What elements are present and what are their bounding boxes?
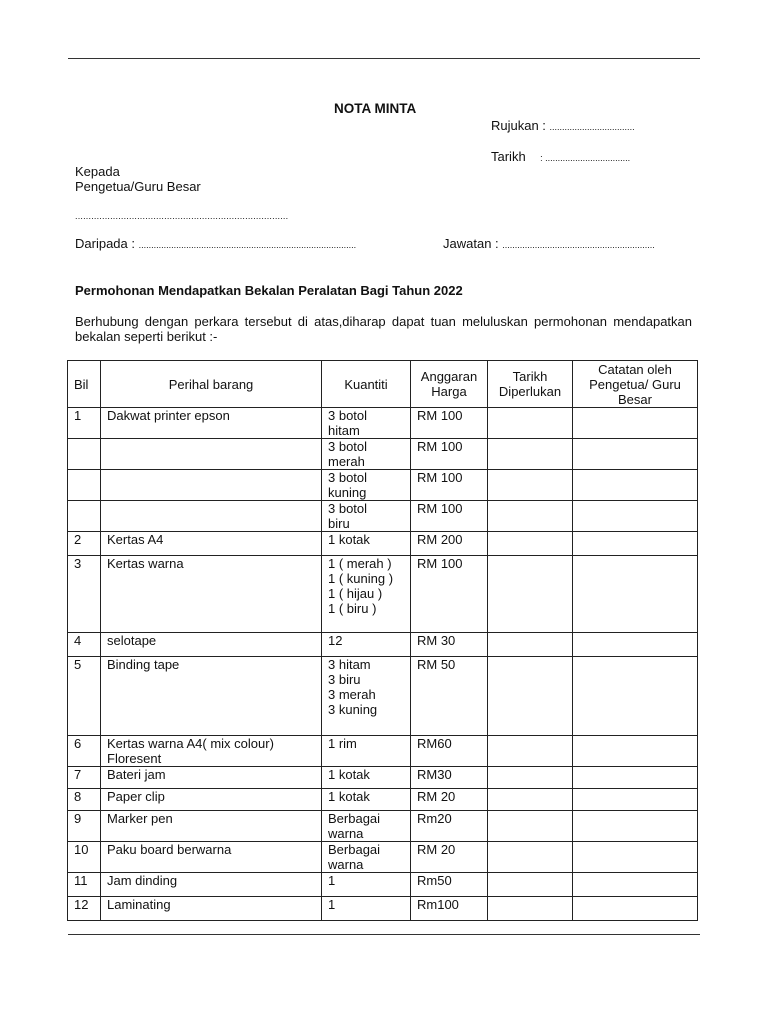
item-cell xyxy=(101,789,322,811)
remarks-cell xyxy=(573,736,698,767)
bil-cell xyxy=(68,811,101,842)
remarks-cell xyxy=(573,532,698,556)
qty-text: Berbagai warna xyxy=(328,811,381,841)
qty-text: 12 xyxy=(328,633,343,648)
remarks-cell xyxy=(573,897,698,921)
subject-heading: Permohonan Mendapatkan Bekalan Peralatan Bagi Tahun 2022 xyxy=(75,283,463,298)
qty-text: 1 kotak xyxy=(328,532,370,547)
qty-text: 3 botol hitam xyxy=(328,408,368,438)
request-table xyxy=(67,360,698,921)
price-cell xyxy=(411,842,488,873)
bil-cell xyxy=(68,470,101,501)
remarks-cell xyxy=(573,873,698,897)
item-text: selotape xyxy=(107,633,157,648)
page-title: NOTA MINTA xyxy=(334,101,417,116)
table-row xyxy=(68,897,698,921)
price-cell xyxy=(411,501,488,532)
bil-cell xyxy=(68,873,101,897)
date-needed-cell xyxy=(488,767,573,789)
bil-cell xyxy=(68,532,101,556)
remarks-cell xyxy=(573,556,698,633)
item-cell xyxy=(101,897,322,921)
qty-text: 1 xyxy=(328,873,336,888)
item-cell xyxy=(101,408,322,439)
qty-cell xyxy=(322,873,411,897)
date-needed-cell xyxy=(488,439,573,470)
recipient-label: Pengetua/Guru Besar xyxy=(75,179,201,194)
qty-text: 1 kotak xyxy=(328,789,370,804)
table-row xyxy=(68,470,698,501)
qty-cell xyxy=(322,470,411,501)
daripada-value: ....................................................................................... xyxy=(138,240,357,250)
qty-cell xyxy=(322,736,411,767)
remarks-cell xyxy=(573,657,698,736)
item-text: Bateri jam xyxy=(107,767,166,782)
table-row xyxy=(68,439,698,470)
qty-cell xyxy=(322,532,411,556)
price-cell xyxy=(411,532,488,556)
daripada-field xyxy=(75,236,356,253)
remarks-cell xyxy=(573,767,698,789)
header-perihal: Perihal barang xyxy=(101,361,322,408)
request-paragraph: Berhubung dengan perkara tersebut di atas,diharap dapat tuan meluluskan permohonan mendapatkan bekalan seperti berikut :- xyxy=(75,314,692,344)
tarikh-label: Tarikh xyxy=(491,149,526,164)
bil-text: 7 xyxy=(74,767,82,782)
item-cell xyxy=(101,842,322,873)
item-text: Dakwat printer epson xyxy=(107,408,230,423)
item-text: Jam dinding xyxy=(107,873,178,888)
price-text: RM30 xyxy=(417,767,452,782)
date-needed-cell xyxy=(488,897,573,921)
qty-text: 1 ( merah ) 1 ( kuning ) 1 ( hijau ) 1 ( biru ) xyxy=(328,556,394,616)
date-needed-cell xyxy=(488,532,573,556)
date-needed-cell xyxy=(488,736,573,767)
tarikh-field xyxy=(491,149,630,166)
date-needed-cell xyxy=(488,470,573,501)
price-cell xyxy=(411,408,488,439)
price-text: RM 30 xyxy=(417,633,456,648)
bil-cell xyxy=(68,408,101,439)
table-row xyxy=(68,767,698,789)
header-kuantiti: Kuantiti xyxy=(322,361,411,408)
item-text: Kertas A4 xyxy=(107,532,164,547)
date-needed-cell xyxy=(488,501,573,532)
qty-cell xyxy=(322,789,411,811)
bil-cell xyxy=(68,657,101,736)
qty-text: Berbagai warna xyxy=(328,842,381,872)
price-text: RM 20 xyxy=(417,842,456,857)
table-row xyxy=(68,501,698,532)
date-needed-cell xyxy=(488,657,573,736)
item-cell xyxy=(101,556,322,633)
remarks-cell xyxy=(573,842,698,873)
bil-text: 1 xyxy=(74,408,82,423)
table-row xyxy=(68,408,698,439)
price-text: RM 200 xyxy=(417,532,463,547)
rujukan-field xyxy=(491,118,635,135)
price-cell xyxy=(411,736,488,767)
header-catatan: Catatan oleh Pengetua/ Guru Besar xyxy=(573,361,698,408)
item-cell xyxy=(101,736,322,767)
date-needed-cell xyxy=(488,556,573,633)
table-row xyxy=(68,873,698,897)
remarks-cell xyxy=(573,470,698,501)
bil-cell xyxy=(68,633,101,657)
bil-text: 3 xyxy=(74,556,82,571)
table-row xyxy=(68,811,698,842)
bil-text: 10 xyxy=(74,842,89,857)
item-text: Paper clip xyxy=(107,789,165,804)
qty-cell xyxy=(322,767,411,789)
table-header-row xyxy=(68,361,698,408)
remarks-cell xyxy=(573,408,698,439)
price-text: RM 100 xyxy=(417,501,463,516)
item-cell xyxy=(101,767,322,789)
remarks-cell xyxy=(573,501,698,532)
rujukan-label: Rujukan : xyxy=(491,118,546,133)
item-text: Paku board berwarna xyxy=(107,842,232,857)
item-cell xyxy=(101,501,322,532)
bil-text: 9 xyxy=(74,811,82,826)
item-cell xyxy=(101,811,322,842)
qty-cell xyxy=(322,501,411,532)
jawatan-value: ............................................................. xyxy=(502,240,655,250)
bil-text: 8 xyxy=(74,789,82,804)
qty-cell xyxy=(322,897,411,921)
date-needed-cell xyxy=(488,842,573,873)
price-text: Rm20 xyxy=(417,811,452,826)
bil-cell xyxy=(68,897,101,921)
bil-text: 12 xyxy=(74,897,89,912)
price-text: RM 20 xyxy=(417,789,456,804)
table-row xyxy=(68,556,698,633)
price-cell xyxy=(411,470,488,501)
remarks-cell xyxy=(573,439,698,470)
date-needed-cell xyxy=(488,789,573,811)
table-row xyxy=(68,736,698,767)
qty-cell xyxy=(322,556,411,633)
item-cell xyxy=(101,633,322,657)
qty-text: 3 botol biru xyxy=(328,501,368,531)
price-text: Rm50 xyxy=(417,873,452,888)
price-cell xyxy=(411,556,488,633)
item-cell xyxy=(101,657,322,736)
item-text: Binding tape xyxy=(107,657,180,672)
date-needed-cell xyxy=(488,633,573,657)
bil-text: 6 xyxy=(74,736,82,751)
bil-text: 4 xyxy=(74,633,82,648)
qty-cell xyxy=(322,408,411,439)
recipient-blank-line: ............................................................................... xyxy=(75,211,289,221)
qty-cell xyxy=(322,633,411,657)
price-cell xyxy=(411,767,488,789)
qty-text: 3 hitam 3 biru 3 merah 3 kuning xyxy=(328,657,378,717)
table-row xyxy=(68,789,698,811)
price-text: RM 50 xyxy=(417,657,456,672)
qty-cell xyxy=(322,657,411,736)
remarks-cell xyxy=(573,633,698,657)
qty-text: 3 botol merah xyxy=(328,439,368,469)
jawatan-field xyxy=(443,236,655,253)
price-cell xyxy=(411,811,488,842)
price-cell xyxy=(411,873,488,897)
header-tarikh: Tarikh Diperlukan xyxy=(488,361,573,408)
bil-text: 5 xyxy=(74,657,82,672)
daripada-label: Daripada : xyxy=(75,236,135,251)
price-cell xyxy=(411,897,488,921)
item-text: Marker pen xyxy=(107,811,173,826)
bil-cell xyxy=(68,789,101,811)
remarks-cell xyxy=(573,789,698,811)
price-cell xyxy=(411,789,488,811)
item-cell xyxy=(101,439,322,470)
rujukan-value: .................................. xyxy=(549,122,635,132)
price-text: RM 100 xyxy=(417,439,463,454)
jawatan-label: Jawatan : xyxy=(443,236,499,251)
header-bil: Bil xyxy=(68,361,101,408)
price-cell xyxy=(411,633,488,657)
date-needed-cell xyxy=(488,408,573,439)
price-text: RM 100 xyxy=(417,408,463,423)
qty-cell xyxy=(322,439,411,470)
bil-cell xyxy=(68,556,101,633)
item-cell xyxy=(101,470,322,501)
bil-cell xyxy=(68,736,101,767)
price-cell xyxy=(411,657,488,736)
table-row xyxy=(68,532,698,556)
top-rule xyxy=(68,58,700,59)
qty-cell xyxy=(322,842,411,873)
bil-cell xyxy=(68,439,101,470)
item-cell xyxy=(101,873,322,897)
bil-text: 11 xyxy=(74,873,88,888)
price-text: RM 100 xyxy=(417,556,463,571)
bil-cell xyxy=(68,767,101,789)
item-cell xyxy=(101,532,322,556)
bottom-rule xyxy=(68,934,700,935)
date-needed-cell xyxy=(488,811,573,842)
bil-cell xyxy=(68,501,101,532)
table-row xyxy=(68,842,698,873)
date-needed-cell xyxy=(488,873,573,897)
price-text: Rm100 xyxy=(417,897,459,912)
price-text: RM60 xyxy=(417,736,452,751)
kepada-label: Kepada xyxy=(75,164,120,179)
price-text: RM 100 xyxy=(417,470,463,485)
qty-text: 3 botol kuning xyxy=(328,470,368,500)
header-anggaran: Anggaran Harga xyxy=(411,361,488,408)
price-cell xyxy=(411,439,488,470)
qty-cell xyxy=(322,811,411,842)
table-row xyxy=(68,657,698,736)
qty-text: 1 rim xyxy=(328,736,357,751)
item-text: Kertas warna xyxy=(107,556,184,571)
qty-text: 1 kotak xyxy=(328,767,370,782)
remarks-cell xyxy=(573,811,698,842)
tarikh-value: : .................................. xyxy=(540,153,631,163)
bil-text: 2 xyxy=(74,532,82,547)
bil-cell xyxy=(68,842,101,873)
qty-text: 1 xyxy=(328,897,336,912)
table-row xyxy=(68,633,698,657)
item-text: Kertas warna A4( mix colour) Floresent xyxy=(107,736,274,766)
item-text: Laminating xyxy=(107,897,171,912)
